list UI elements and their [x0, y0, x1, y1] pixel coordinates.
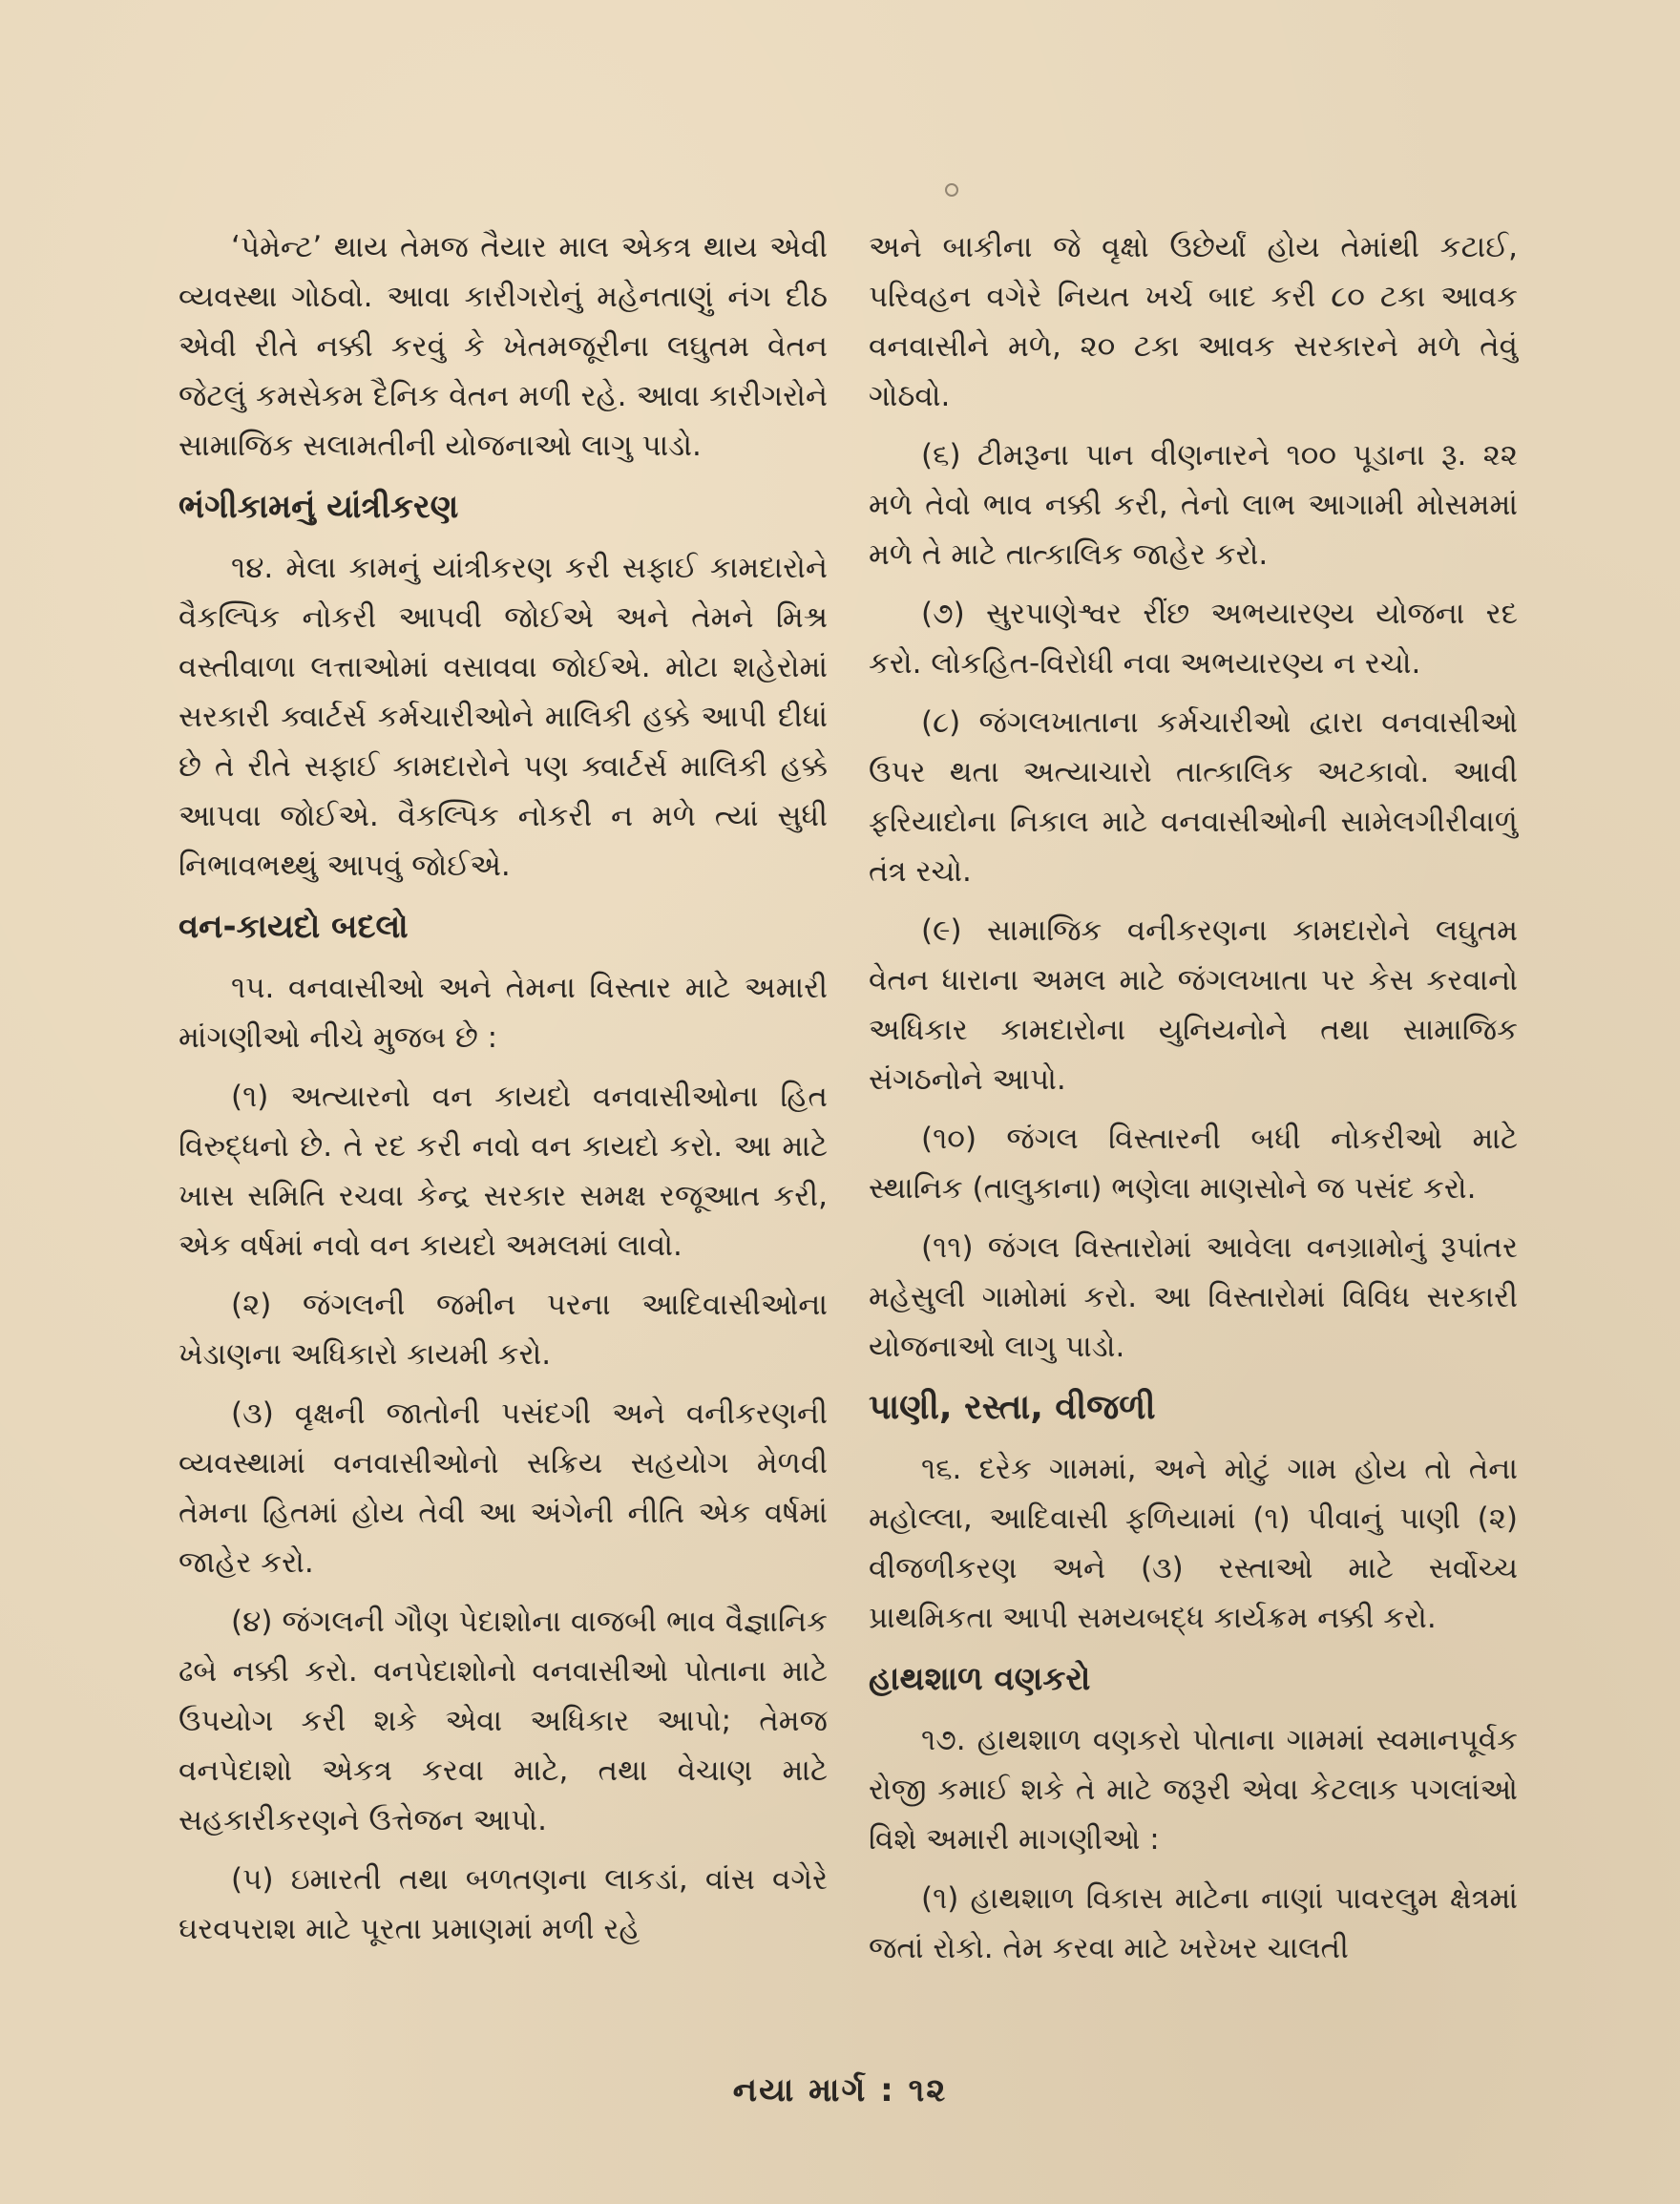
paragraph: અને બાકીના જે વૃક્ષો ઉછેર્યાં હોય તેમાંથી કટાઈ, પરિવહન વગેરે નિયત ખર્ચ બાદ કરી ૮૦ ટકા આવક વનવાસીને મળે, ૨૦ ટકા આવક સરકારને મળે તેવું ગોઠવો.	[869, 230, 1518, 413]
paragraph: (૧૦) જંગલ વિસ્તારની બધી નોકરીઓ માટે સ્થાનિક (તાલુકાના) ભણેલા માણસોને જ પસંદ કરો.	[869, 1122, 1518, 1206]
paragraph: ‘પેમેન્ટ’ થાય તેમજ તૈયાર માલ એકત્ર થાય એવી વ્યવસ્થા ગોઠવો. આવા કારીગરોનું મહેનતાણું નંગ દીઠ એવી રીતે નક્કી કરવું કે ખેતમજૂરીના લઘુતમ વેતન જેટલું કમસેકમ દૈનિક વેતન મળી રહે. આવા કારીગરોને સામાજિક સલામતીની યોજનાઓ લાગુ પાડો.	[178, 230, 828, 463]
paragraph: (૮) જંગલખાતાના કર્મચારીઓ દ્વારા વનવાસીઓ ઉપર થતા અત્યાચારો તાત્કાલિક અટકાવો. આવી ફરિયાદોના નિકાલ માટે વનવાસીઓની સામેલગીરીવાળું તંત્ર રચો.	[869, 705, 1518, 889]
paragraph: (૨) જંગલની જમીન પરના આદિવાસીઓના ખેડાણના અધિકારો કાયમી કરો.	[178, 1288, 828, 1372]
ink-speck	[945, 183, 958, 197]
section-heading: વન-કાયદો બદલો	[178, 908, 409, 946]
paragraph: (૧) અત્યારનો વન કાયદો વનવાસીઓના હિત વિરુદ્ધનો છે. તે રદ કરી નવો વન કાયદો કરો. આ માટે ખાસ સમિતિ રચવા કેન્દ્ર સરકાર સમક્ષ રજૂઆત કરી, એક વર્ષમાં નવો વન કાયદો અમલમાં લાવો.	[178, 1080, 828, 1263]
paragraph: ૧૪. મેલા કામનું યાંત્રીકરણ કરી સફાઈ કામદારોને વૈકલ્પિક નોકરી આપવી જોઈએ અને તેમને મિશ્ર વસ્તીવાળા લત્તાઓમાં વસાવવા જોઈએ. મોટા શહેરોમાં સરકારી ક્વાર્ટર્સ કર્મચારીઓને માલિકી હક્કે આપી દીધાં છે તે રીતે સફાઈ કામદારોને પણ ક્વાર્ટર્સ માલિકી હક્કે આપવા જોઈએ. વૈકલ્પિક નોકરી ન મળે ત્યાં સુધી નિભાવભથ્થું આપવું જોઈએ.	[178, 551, 828, 883]
paragraph: ૧૭. હાથશાળ વણકરો પોતાના ગામમાં સ્વમાનપૂર્વક રોજી કમાઈ શકે તે માટે જરૂરી એવા કેટલાક પગલાંઓ વિશે અમારી માગણીઓ :	[869, 1723, 1518, 1857]
paragraph: (૩) વૃક્ષની જાતોની પસંદગી અને વનીકરણની વ્યવસ્થામાં વનવાસીઓનો સક્રિય સહયોગ મેળવી તેમના હિતમાં હોય તેવી આ અંગેની નીતિ એક વર્ષમાં જાહેર કરો.	[178, 1396, 828, 1580]
paragraph: (૧૧) જંગલ વિસ્તારોમાં આવેલા વનગ્રામોનું રૂપાંતર મહેસુલી ગામોમાં કરો. આ વિસ્તારોમાં વિવિધ સરકારી યોજનાઓ લાગુ પાડો.	[869, 1230, 1518, 1364]
paragraph: (૬) ટીમરૂના પાન વીણનારને ૧૦૦ પૂડાના રૂ. ૨૨ મળે તેવો ભાવ નક્કી કરી, તેનો લાભ આગામી મોસમમાં મળે તે માટે તાત્કાલિક જાહેર કરો.	[869, 438, 1518, 572]
left-column	[178, 222, 828, 1963]
right-column	[869, 222, 1518, 1983]
paragraph: (૪) જંગલની ગૌણ પેદાશોના વાજબી ભાવ વૈજ્ઞાનિક ઢબે નક્કી કરો. વનપેદાશોનો વનવાસીઓ પોતાના માટે ઉપયોગ કરી શકે એવા અધિકાર આપો; તેમજ વનપેદાશો એકત્ર કરવા માટે, તથા વેચાણ માટે સહકારીકરણને ઉત્તેજન આપો.	[178, 1605, 828, 1837]
section-heading: પાણી, રસ્તા, વીજળી	[869, 1388, 1156, 1427]
paragraph: ૧૬. દરેક ગામમાં, અને મોટું ગામ હોય તો તેના મહોલ્લા, આદિવાસી ફળિયામાં (૧) પીવાનું પાણી (૨) વીજળીકરણ અને (૩) રસ્તાઓ માટે સર્વોચ્ચ પ્રાથમિકતા આપી સમયબદ્ધ કાર્યક્રમ નક્કી કરો.	[869, 1452, 1518, 1635]
paragraph: (૫) ઇમારતી તથા બળતણના લાકડાં, વાંસ વગેરે ઘરવપરાશ માટે પૂરતા પ્રમાણમાં મળી રહે	[178, 1862, 828, 1946]
paragraph: ૧૫. વનવાસીઓ અને તેમના વિસ્તાર માટે અમારી માંગણીઓ નીચે મુજબ છે :	[178, 971, 828, 1055]
paragraph: (૧) હાથશાળ વિકાસ માટેના નાણાં પાવરલુમ ક્ષેત્રમાં જતાં રોકો. તેમ કરવા માટે ખરેખર ચાલતી	[869, 1881, 1518, 1965]
section-heading: ભંગીકામનું યાંત્રીકરણ	[178, 488, 459, 526]
paragraph: (૯) સામાજિક વનીકરણના કામદારોને લઘુતમ વેતન ધારાના અમલ માટે જંગલખાતા પર કેસ કરવાનો અધિકાર કામદારોના યુનિયનોને તથા સામાજિક સંગઠનોને આપો.	[869, 913, 1518, 1097]
paragraph: (૭) સુરપાણેશ્વર રીંછ અભયારણ્ય યોજના રદ કરો. લોકહિત-વિરોધી નવા અભયારણ્ય ન રચો.	[869, 597, 1518, 681]
section-heading: હાથશાળ વણકરો	[869, 1660, 1091, 1698]
page-footer: નયા માર્ગ : ૧૨	[732, 2071, 948, 2110]
